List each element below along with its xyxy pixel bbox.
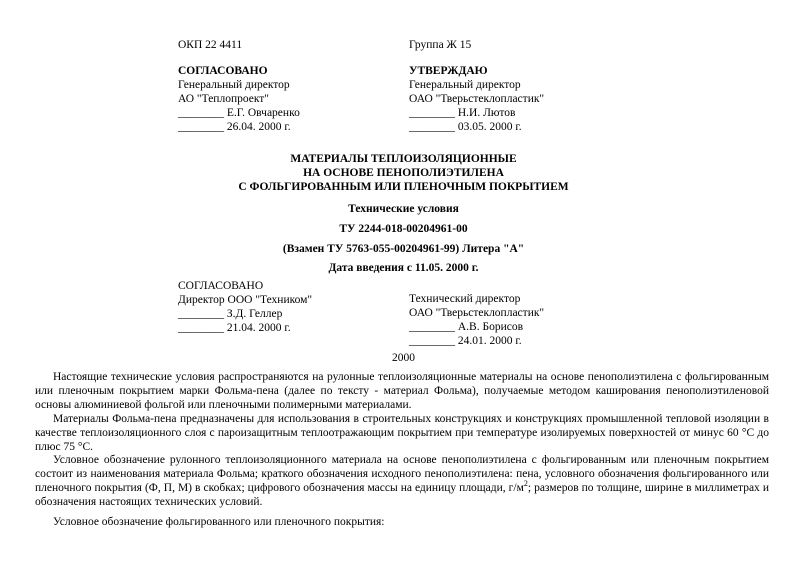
tech-director-line: ________ 24.01. 2000 г. (409, 335, 522, 347)
tech-director-line: ________ А.В. Борисов (409, 321, 524, 333)
document-subtitle: Технические условия (348, 203, 459, 215)
body-paragraph: Условное обозначение фольгированного или пленочного покрытия: (53, 516, 385, 528)
body-paragraph: Настоящие технические условия распространяются на рулонные теплоизоляционные материалы на основе пенополиэтилена с фольгированным или пленочным покрытием марки Фольма-пена (далее по тексту - материал Фольма), получаемые методом каширования пенополиэтиленовой основы алюминиевой фольгой или пленочными полимерными материалами. (35, 371, 769, 411)
agreed-line: АО "Теплопроект" (178, 93, 269, 105)
tech-director-line: Технический директор (409, 293, 521, 305)
approved-line: ОАО "Тверьстеклопластик" (409, 93, 545, 105)
body-paragraph (35, 453, 769, 509)
tech-director-line: ОАО "Тверьстеклопластик" (409, 307, 545, 319)
replaces-note: (Взамен ТУ 5763-055-00204961-99) Литера "А" (282, 243, 525, 255)
group-code: Группа Ж 15 (409, 39, 472, 51)
agreed-block-2 (178, 279, 312, 335)
agreed-line: ________ Е.Г. Овчаренко (178, 107, 300, 119)
agreed2-line: ________ 21.04. 2000 г. (178, 322, 291, 334)
agreed2-line: ________ З.Д. Геллер (178, 308, 283, 320)
document-title-line: С ФОЛЬГИРОВАННЫМ ИЛИ ПЛЕНОЧНЫМ ПОКРЫТИЕМ (238, 181, 569, 193)
agreed-block (178, 64, 300, 134)
agreed-line: Генеральный директор (178, 79, 290, 91)
approved-line: ________ 03.05. 2000 г. (409, 121, 522, 133)
approved-heading: УТВЕРЖДАЮ (409, 65, 488, 77)
agreed-line: ________ 26.04. 2000 г. (178, 121, 291, 133)
document-title-line: НА ОСНОВЕ ПЕНОПОЛИЭТИЛЕНА (303, 167, 504, 179)
okp-code: ОКП 22 4411 (178, 39, 243, 51)
document-title-line: МАТЕРИАЛЫ ТЕПЛОИЗОЛЯЦИОННЫЕ (290, 153, 517, 165)
agreed-heading: СОГЛАСОВАНО (178, 65, 268, 77)
approved-line: ________ Н.И. Лютов (409, 107, 516, 119)
approved-line: Генеральный директор (409, 79, 521, 91)
effective-date: Дата введения с 11.05. 2000 г. (328, 262, 479, 274)
tech-director-block (409, 292, 544, 348)
body-paragraph: Материалы Фольма-пена предназначены для использования в строительных конструкциях и конструкциях промышленной тепловой изоляции в качестве теплоизоляционного слоя с пароизащитным теплоотражающим покрытием при температуре изолируемых поверхностей от минус 60 °С до плюс 75 °С. (35, 413, 769, 453)
body-text: Условное обозначение рулонного теплоизоляционного материала на основе пенополиэтилена с фольгированным или пленочным покрытием состоит из наименования материала Фольма; краткого обозначения исходного пенополиэтилена: пена, условного обозначения фольгированного или пленочного покрытия (Ф, П, М) в скобках; цифрового обозначения массы на единицу площади, г/м (35, 454, 769, 494)
document-year: 2000 (392, 352, 415, 364)
agreed2-heading: СОГЛАСОВАНО (178, 280, 264, 292)
body-text: ; размеров по толщине, ширине в миллиметрах и обозначения настоящих технических условий. (35, 482, 769, 508)
approved-block (409, 64, 544, 134)
agreed2-line: Директор ООО "Техником" (178, 294, 313, 306)
tu-number: ТУ 2244-018-00204961-00 (339, 223, 468, 235)
superscript: 2 (523, 479, 528, 489)
